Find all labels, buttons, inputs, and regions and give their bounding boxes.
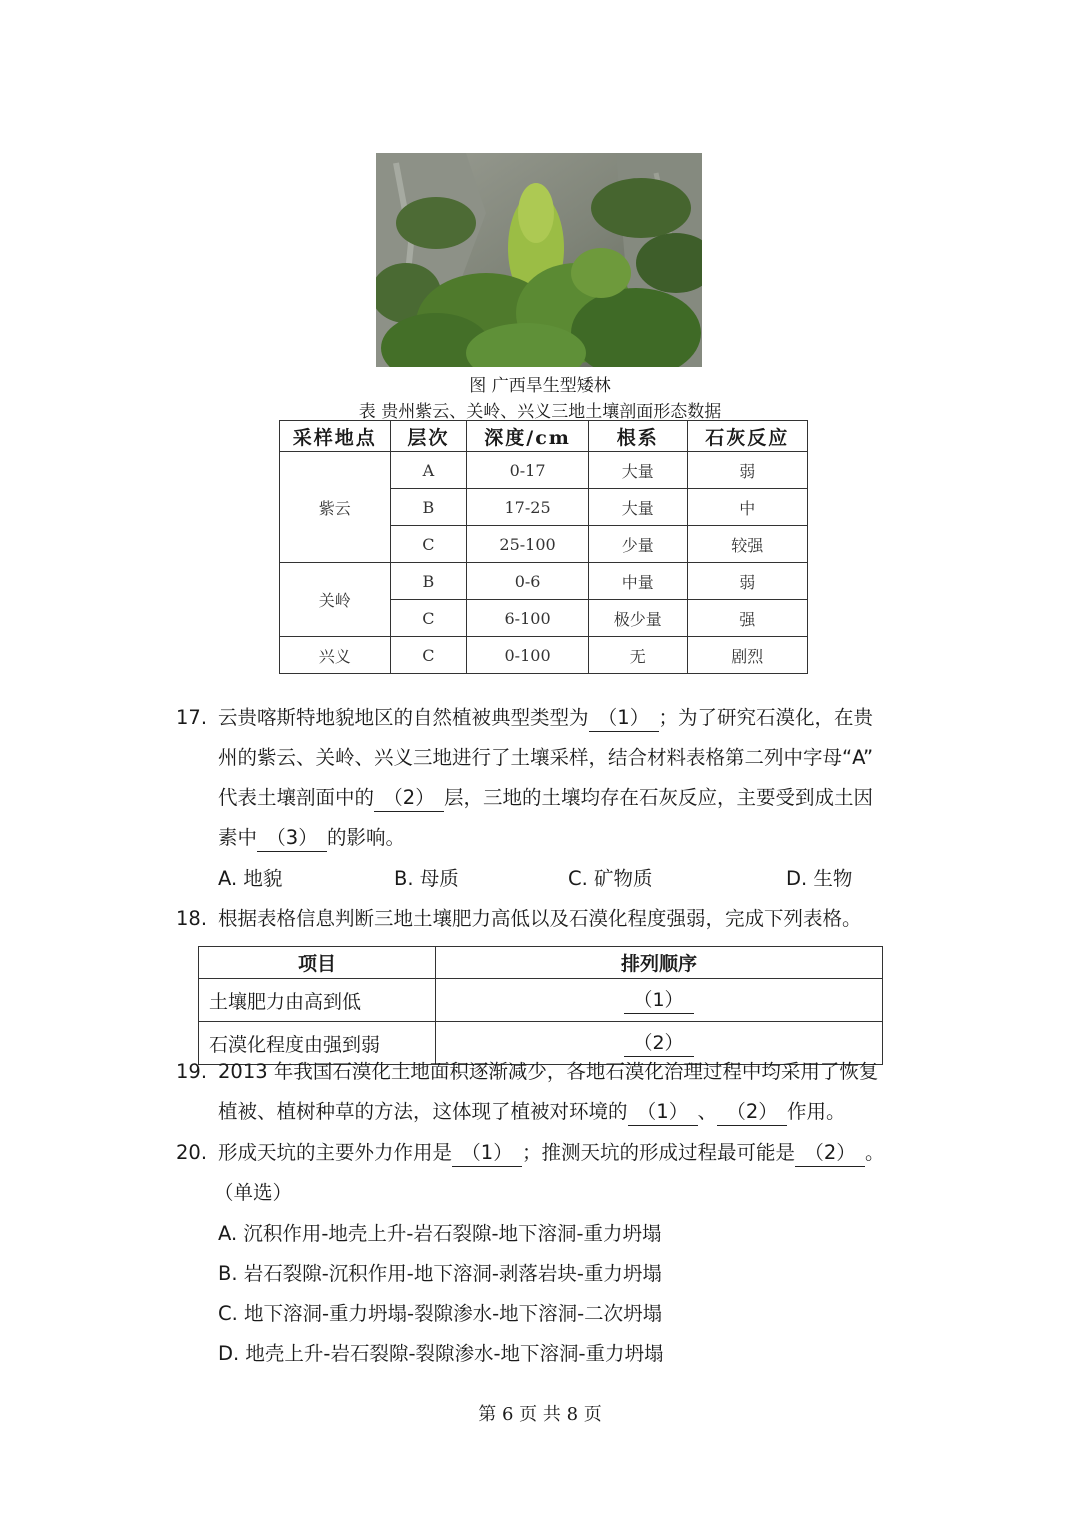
answer-cell[interactable] (436, 979, 883, 1022)
option-a[interactable]: A. 地貌 (218, 867, 283, 890)
column-header: 深度/cm (467, 421, 589, 452)
question-20-note: （单选） (214, 1181, 293, 1204)
layer-cell: C (390, 637, 467, 674)
question-text: 作用。 (787, 1100, 846, 1123)
answer-blank[interactable]: （1） (452, 1140, 522, 1167)
answer-blank[interactable]: （1） (589, 705, 659, 732)
option-c[interactable]: C. 矿物质 (568, 867, 653, 890)
option-c[interactable]: C. 地下溶洞-重力坍塌-裂隙渗水-地下溶洞-二次坍塌 (218, 1302, 663, 1325)
table-row (199, 979, 883, 1022)
question-17-line-4 (218, 818, 405, 858)
option-b[interactable]: B. 母质 (394, 867, 459, 890)
item-cell: 土壤肥力由高到低 (199, 979, 436, 1022)
roots-cell: 少量 (588, 526, 687, 563)
roots-cell: 极少量 (588, 600, 687, 637)
question-text: 层，三地的土壤均存在石灰反应，主要受到成土因 (444, 786, 874, 809)
roots-cell: 大量 (588, 452, 687, 489)
question-number: 19. (176, 1060, 208, 1083)
question-text: 2013 年我国石漠化土地面积逐渐减少，各地石漠化治理过程中均采用了恢复 (218, 1060, 879, 1083)
answer-blank[interactable]: （2） (374, 785, 444, 812)
column-header: 采样地点 (280, 421, 391, 452)
figure-caption: 图 广西旱生型矮林 (469, 376, 611, 396)
question-17-line-1 (176, 698, 873, 738)
question-text: 云贵喀斯特地貌地区的自然植被典型类型为 (218, 706, 589, 729)
table-row (280, 637, 808, 674)
page-footer: 第 6 页 共 8 页 (478, 1404, 602, 1425)
answer-blank[interactable]: （1） (624, 987, 694, 1014)
answer-blank[interactable]: （2） (795, 1140, 865, 1167)
question-number: 20. (176, 1141, 208, 1164)
site-cell: 关岭 (280, 563, 391, 637)
table-row (280, 452, 808, 489)
question-17-line-2: 州的紫云、关岭、兴义三地进行了土壤采样，结合材料表格第二列中字母“A” (218, 746, 874, 769)
column-header: 项目 (199, 947, 436, 979)
question-text: 、 (697, 1100, 718, 1123)
question-text: 素中 (218, 826, 258, 849)
ranking-table (198, 946, 883, 1065)
lime-cell: 弱 (687, 452, 808, 489)
soil-profile-table (279, 420, 808, 674)
option-a[interactable]: A. 沉积作用-地壳上升-岩石裂隙-地下溶洞-重力坍塌 (218, 1222, 662, 1245)
answer-blank[interactable]: （1） (628, 1099, 698, 1126)
depth-cell: 0-6 (467, 563, 589, 600)
question-text: 代表土壤剖面中的 (218, 786, 375, 809)
question-text: 。 (865, 1141, 885, 1164)
lime-cell: 较强 (687, 526, 808, 563)
column-header: 层次 (390, 421, 467, 452)
lime-cell: 强 (687, 600, 808, 637)
depth-cell: 0-100 (467, 637, 589, 674)
table-header-row (280, 421, 808, 452)
question-19-line-2 (218, 1092, 846, 1132)
roots-cell: 大量 (588, 489, 687, 526)
column-header: 石灰反应 (687, 421, 808, 452)
question-19-line-1 (176, 1052, 878, 1092)
lime-cell: 中 (687, 489, 808, 526)
question-17-line-3 (218, 778, 873, 818)
question-text: 的影响。 (327, 826, 406, 849)
roots-cell: 无 (588, 637, 687, 674)
depth-cell: 0-17 (467, 452, 589, 489)
depth-cell: 25-100 (467, 526, 589, 563)
karst-forest-photo (376, 153, 702, 367)
lime-cell: 弱 (687, 563, 808, 600)
column-header: 排列顺序 (436, 947, 883, 979)
question-text: 根据表格信息判断三地土壤肥力高低以及石漠化程度强弱，完成下列表格。 (218, 907, 862, 930)
table-row (280, 563, 808, 600)
roots-cell: 中量 (588, 563, 687, 600)
question-text: ；推测天坑的形成过程最可能是 (522, 1141, 796, 1164)
depth-cell: 17-25 (467, 489, 589, 526)
question-text: 植被、植树种草的方法，这体现了植被对环境的 (218, 1100, 628, 1123)
table-title: 表 贵州紫云、关岭、兴义三地土壤剖面形态数据 (358, 402, 722, 422)
option-b[interactable]: B. 岩石裂隙-沉积作用-地下溶洞-剥落岩块-重力坍塌 (218, 1262, 662, 1285)
column-header: 根系 (588, 421, 687, 452)
question-number: 18. (176, 907, 208, 930)
site-cell: 兴义 (280, 637, 391, 674)
answer-blank[interactable]: （2） (717, 1099, 787, 1126)
question-18-line-1 (176, 899, 862, 939)
question-text: ；为了研究石漠化，在贵 (658, 706, 874, 729)
answer-blank[interactable]: （3） (257, 825, 327, 852)
item-cell: 石漠化程度由强到弱 (199, 1022, 436, 1065)
depth-cell: 6-100 (467, 600, 589, 637)
question-20-line-1 (176, 1133, 885, 1173)
option-d[interactable]: D. 生物 (786, 867, 853, 890)
lime-cell: 剧烈 (687, 637, 808, 674)
layer-cell: A (390, 452, 467, 489)
question-number: 17. (176, 706, 208, 729)
site-cell: 紫云 (280, 452, 391, 563)
question-text: 形成天坑的主要外力作用是 (218, 1141, 453, 1164)
layer-cell: B (390, 563, 467, 600)
layer-cell: C (390, 600, 467, 637)
option-d[interactable]: D. 地壳上升-岩石裂隙-裂隙渗水-地下溶洞-重力坍塌 (218, 1342, 664, 1365)
layer-cell: C (390, 526, 467, 563)
answer-blank[interactable]: （2） (624, 1030, 694, 1057)
table-header-row (199, 947, 883, 979)
layer-cell: B (390, 489, 467, 526)
